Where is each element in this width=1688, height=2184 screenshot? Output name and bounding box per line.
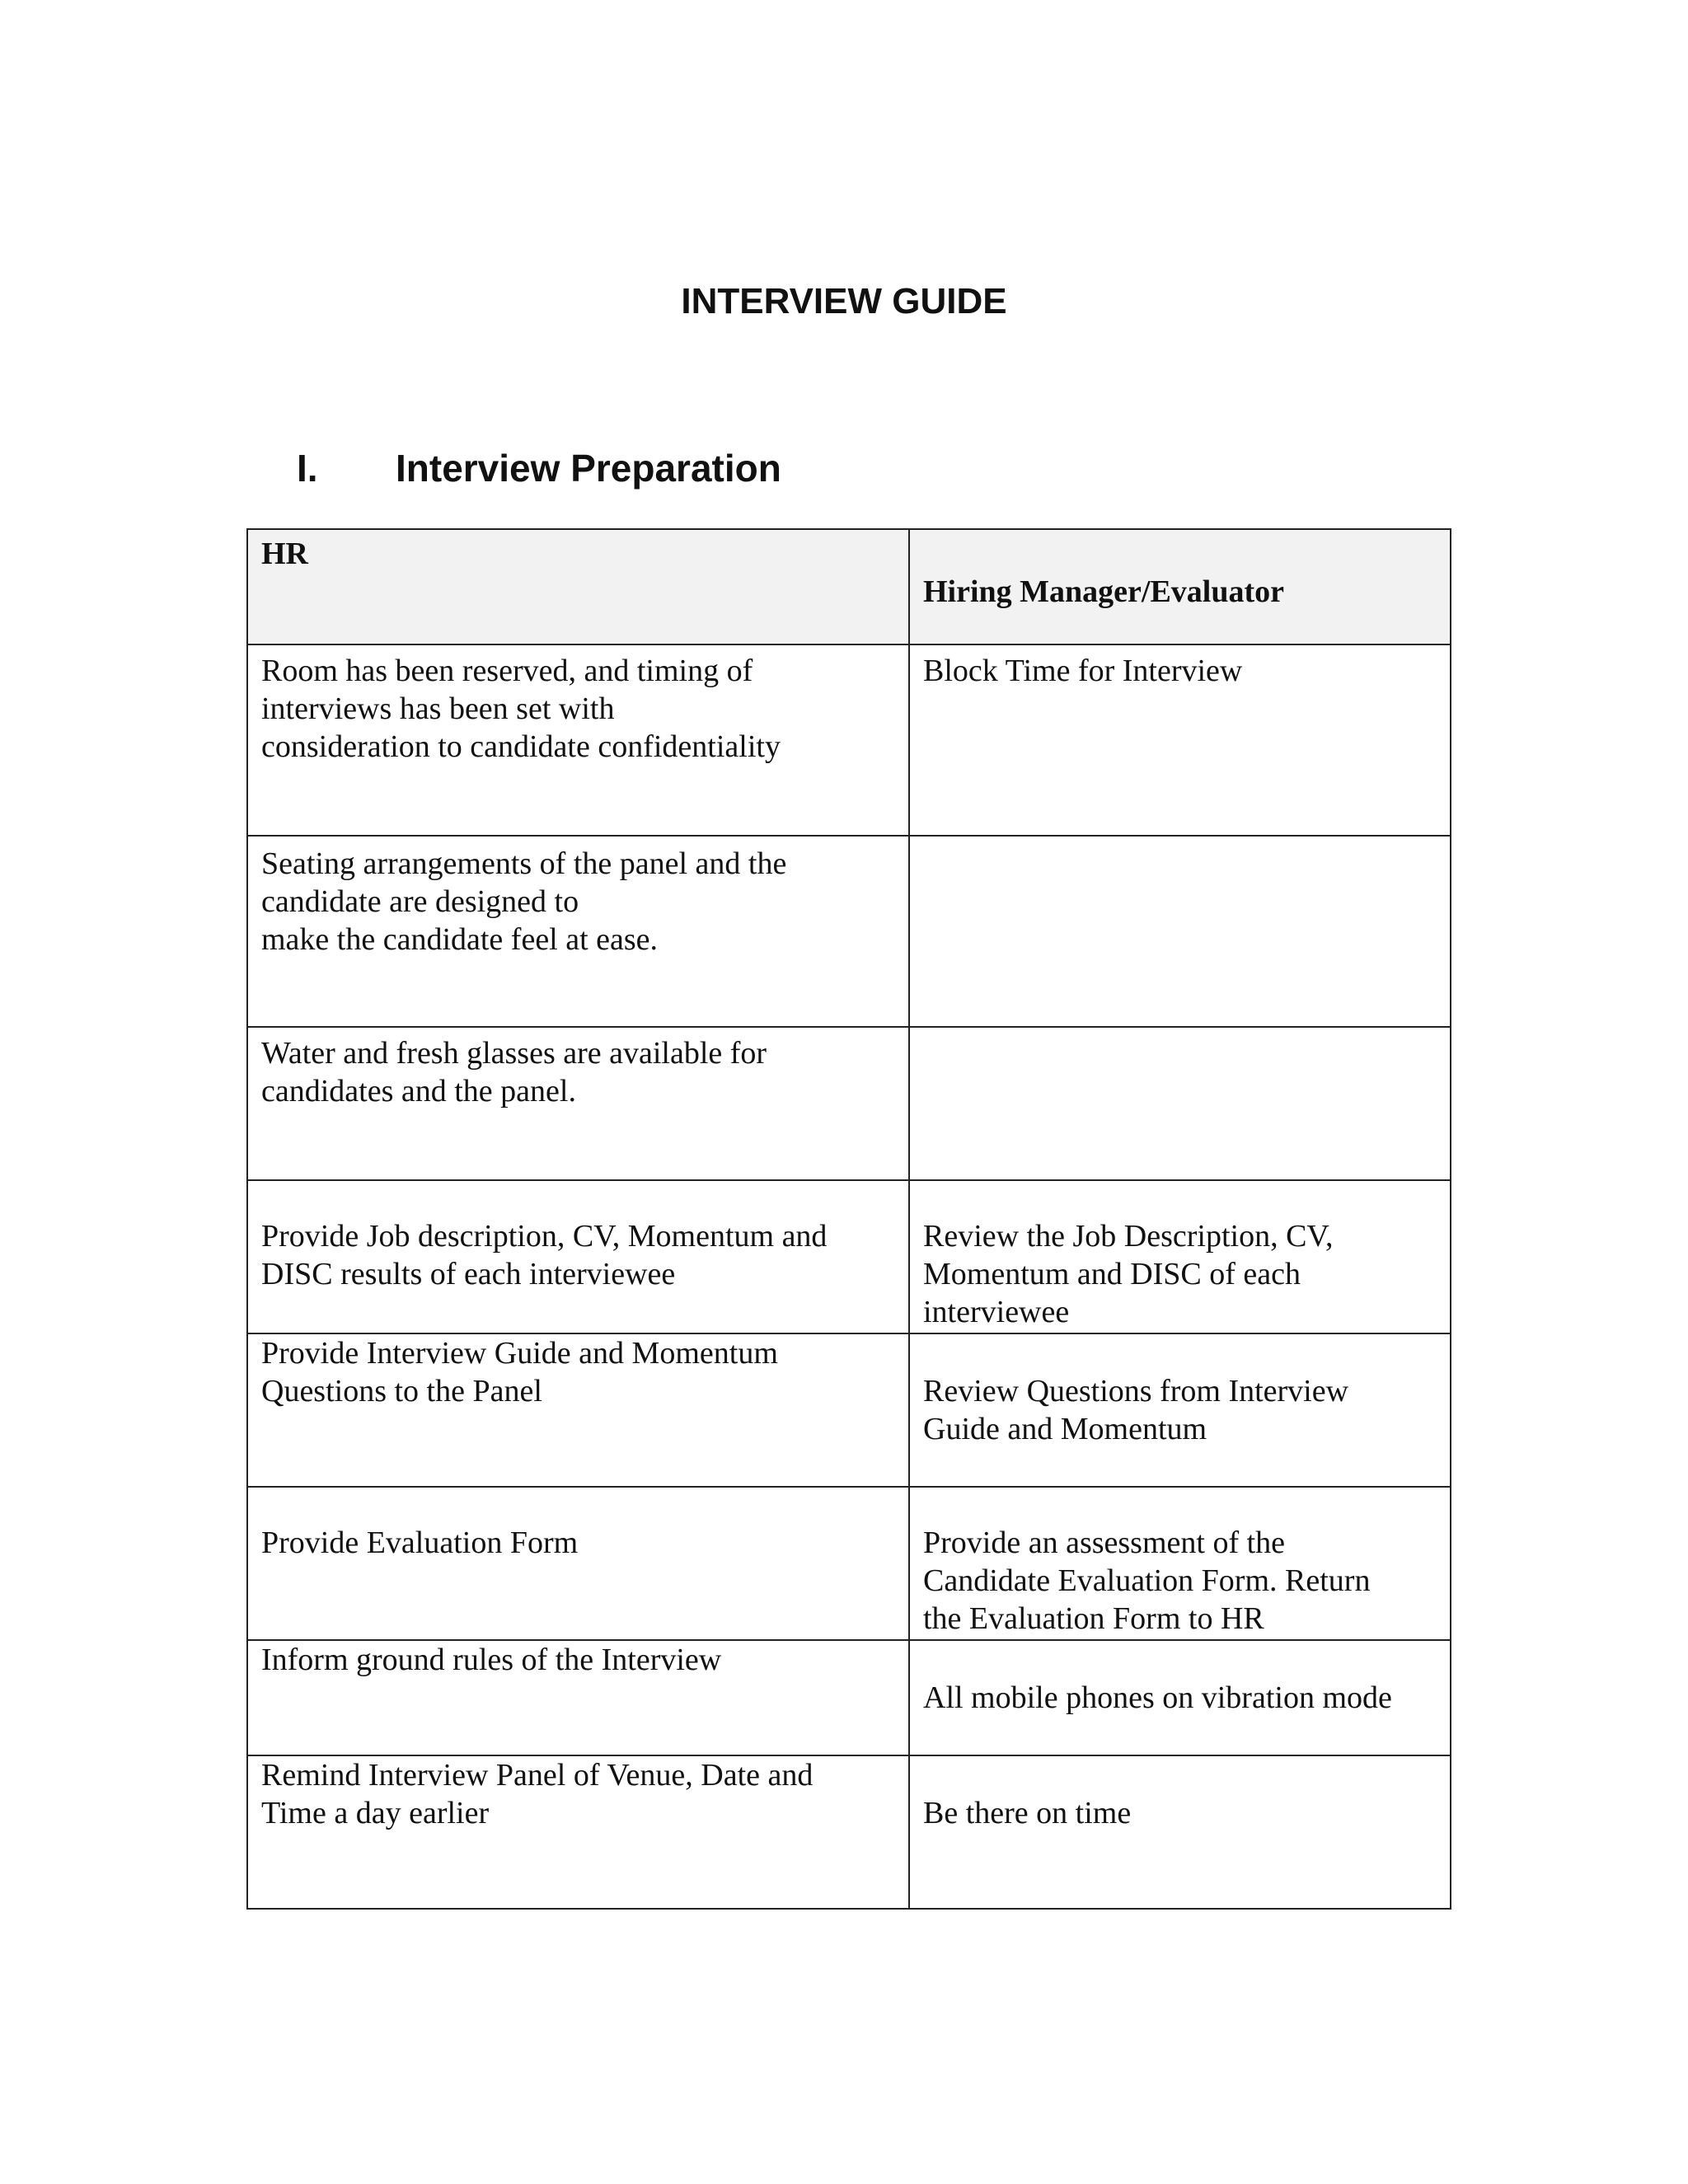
- hr-task-cell: Provide Job description, CV, Momentum and DISC results of each interviewee: [247, 1180, 909, 1333]
- hiring-manager-task-cell: Provide an assessment of the Candidate Evaluation Form. Return the Evaluation Form to HR: [909, 1487, 1451, 1640]
- hr-task-cell: Room has been reserved, and timing of interviews has been set with consideration to candidate confidentiality: [247, 644, 909, 836]
- table-row: [247, 1333, 1451, 1487]
- interview-preparation-table: [246, 528, 1451, 1910]
- section-heading: [0, 443, 1688, 493]
- hiring-manager-task-cell: Review the Job Description, CV, Momentum and DISC of each interviewee: [909, 1180, 1451, 1333]
- table-row: [247, 836, 1451, 1027]
- hr-task-cell: Provide Evaluation Form: [247, 1487, 909, 1640]
- hr-task-cell: Inform ground rules of the Interview: [247, 1640, 909, 1755]
- hr-task-cell: Provide Interview Guide and Momentum Questions to the Panel: [247, 1333, 909, 1487]
- column-header-hr: HR: [247, 529, 909, 644]
- hr-task-cell: Water and fresh glasses are available for candidates and the panel.: [247, 1027, 909, 1180]
- hr-task-cell: Remind Interview Panel of Venue, Date and Time a day earlier: [247, 1755, 909, 1909]
- hiring-manager-task-cell: Block Time for Interview: [909, 644, 1451, 836]
- hiring-manager-task-cell: [909, 836, 1451, 1027]
- table-row: [247, 1640, 1451, 1755]
- hiring-manager-task-cell: Review Questions from Interview Guide and Momentum: [909, 1333, 1451, 1487]
- table-header-row: [247, 529, 1451, 644]
- column-header-hiring-manager: Hiring Manager/Evaluator: [909, 529, 1451, 644]
- hiring-manager-task-cell: All mobile phones on vibration mode: [909, 1640, 1451, 1755]
- hr-task-cell: Seating arrangements of the panel and the candidate are designed to make the candidate feel at ease.: [247, 836, 909, 1027]
- table-row: [247, 1027, 1451, 1180]
- hiring-manager-task-cell: [909, 1027, 1451, 1180]
- table-row: [247, 1755, 1451, 1909]
- section-title: Interview Preparation: [396, 447, 781, 490]
- table-row: [247, 1180, 1451, 1333]
- section-number: I.: [297, 447, 318, 490]
- document-title: INTERVIEW GUIDE: [681, 281, 1007, 321]
- hiring-manager-task-cell: Be there on time: [909, 1755, 1451, 1909]
- table-row: [247, 1487, 1451, 1640]
- table-row: [247, 644, 1451, 836]
